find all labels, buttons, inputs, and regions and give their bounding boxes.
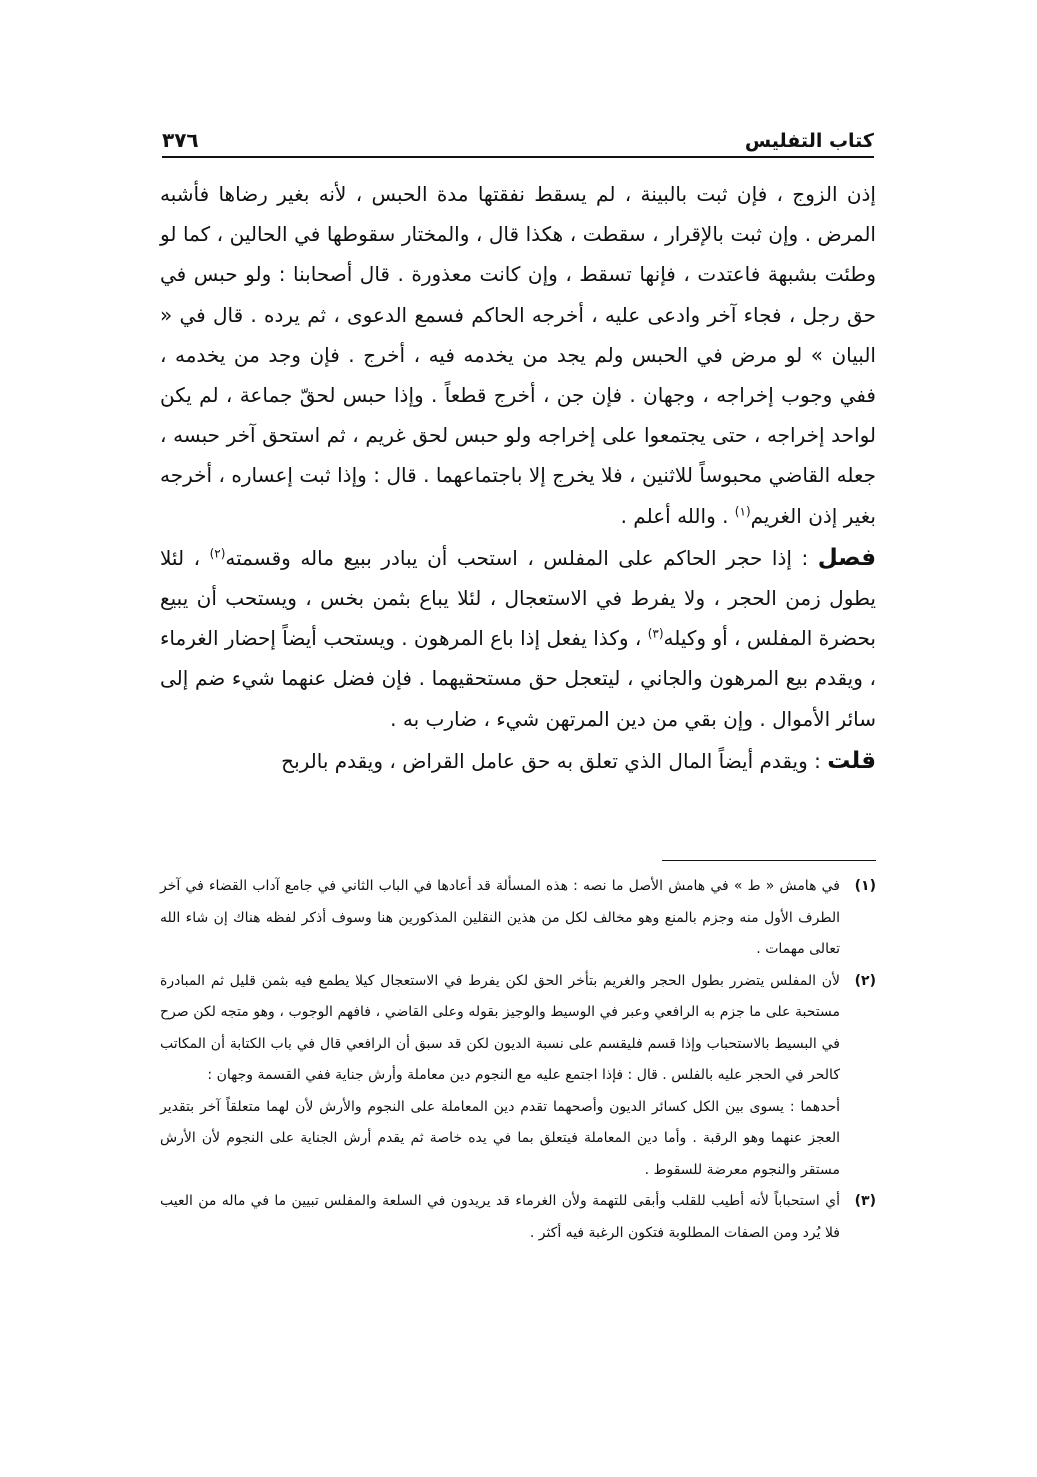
footnote-paragraph: لأن المفلس يتضرر بطول الحجر والغريم بتأخر الحق لكن يفرط في الاستعجال كيلا يطمع فيه بثمن قليل ثم المبادرة مستحبة على ما جزم به الرافعي وعبر في الوسيط والوجيز بقوله وعلى القاضي ، فافهم الوجوب ، وهو متجه لكن صرح في البسيط بالاستحباب وإذا قسم فليقسم على نسبة الديون لكن قد سبق أن الرافعي قال في باب الكتابة أن المكاتب كالحر في الحجر عليه بالفلس . قال : فإذا اجتمع عليه مع النجوم دين معاملة وأرش جناية ففي القسمة وجهان : — [160, 972, 840, 1083]
footnote-paragraph: في هامش « ط » في هامش الأصل ما نصه : هذه المسألة قد أعادها في الباب الثاني في جامع آداب القضاء في آخر الطرف الأول منه وجزم بالمنع وهو مخالف لكل من هذين النقلين المذكورين هنا وسوف أذكر لفظه هناك إن شاء الله تعالى مهمات . — [160, 878, 840, 957]
main-text — [160, 174, 876, 781]
paragraph-3-text: : ويقدم أيضاً المال الذي تعلق به حق عامل القراض ، ويقدم بالربح — [281, 748, 828, 773]
footnote-divider — [662, 860, 876, 861]
fasl-heading: فصل — [817, 544, 877, 571]
footnote-number: (٣) — [854, 1193, 876, 1209]
footnote — [160, 966, 876, 1187]
qult-heading: قلت — [827, 747, 876, 774]
paragraph-3 — [160, 741, 876, 781]
footnote-paragraph: أي استحباباً لأنه أطيب للقلب وأبقى للتهمة ولأن الغرماء قد يريدون في السلعة والمفلس تبيين ما في ماله من العيب فلا يُرد ومن الصفات المطلوبة فتكون الرغبة فيه أكثر . — [160, 1193, 840, 1241]
paragraph-1-end: . والله أعلم . — [620, 503, 735, 528]
footnote — [160, 871, 876, 966]
footnote-text — [160, 966, 840, 1187]
header-divider — [162, 156, 874, 158]
paragraph-2-text-c: ، وكذا يفعل إذا باع المرهون . ويستحب أيضاً إحضار الغرماء ، ويقدم بيع المرهون والجاني ، ليتعجل حق مستحقيهما . فإن فضل عنهما شيء ضم إلى سائر الأموال . وإن بقي من دين المرتهن شيء ، ضارب به . — [160, 626, 876, 731]
footnote-paragraph: أحدهما : يسوى بين الكل كسائر الديون وأصحهما تقدم دين المعاملة على النجوم والأرش لأن لهما متعلقاً آخر بتقدير العجز عنهما وهو الرقبة . وأما دين المعاملة فيتعلق بما في يده خاصة ثم يقدم أرش الجناية على النجوم لأن الأرش مستقر والنجوم معرضة للسقوط . — [160, 1098, 840, 1178]
footnotes — [160, 871, 876, 1249]
footnote-ref-3[interactable]: (٣) — [647, 626, 664, 641]
footnote-number: (٢) — [854, 972, 876, 989]
footnote-ref-1[interactable]: (١) — [734, 503, 751, 518]
paragraph-1-text: إذن الزوج ، فإن ثبت بالبينة ، لم يسقط نفقتها مدة الحبس ، لأنه بغير رضاها فأشبه المرض . وإن ثبت بالإقرار ، سقطت ، هكذا قال ، والمختار سقوطها في الحالين ، كما لو وطئت بشبهة فاعتدت ، فإنها تسقط ، وإن كانت معذورة . قال أصحابنا : ولو حبس في حق رجل ، فجاء آخر وادعى عليه ، أخرجه الحاكم فسمع الدعوى ، ثم يرده . قال في « البيان » لو مرض في الحبس ولم يجد من يخدمه فيه ، أخرج . فإن وجد من يخدمه ، ففي وجوب إخراجه ، وجهان . فإن جن ، أخرج قطعاً . وإذا حبس لحقّ جماعة ، لم يكن لواحد إخراجه ، حتى يجتمعوا على إخراجه ولو حبس لحق غريم ، ثم استحق آخر حبسه ، جعله القاضي محبوساً للاثنين ، فلا يخرج إلا باجتماعهما . قال : وإذا ثبت إعساره ، أخرجه بغير إذن الغريم — [160, 182, 876, 528]
footnote-number: (١) — [854, 878, 876, 894]
footnote-text — [160, 871, 840, 966]
running-title: كتاب التفليس — [744, 130, 874, 152]
paragraph-2-text-a: : إذا حجر الحاكم على المفلس ، استحب أن يبادر ببيع ماله وقسمته — [225, 545, 818, 570]
paragraph-2-text-b: ، لئلا يطول زمن الحجر ، ولا يفرط في الاستعجال ، لئلا يباع بثمن بخس ، ويستحب أن يبيع بحضرة المفلس ، أو وكيله — [160, 545, 876, 651]
page-header — [162, 118, 874, 152]
footnote-ref-2[interactable]: (٢) — [209, 546, 226, 561]
footnote — [160, 1186, 876, 1249]
page-number: ٣٧٦ — [162, 128, 199, 152]
footnote-text — [160, 1186, 840, 1249]
paragraph-1 — [160, 174, 876, 536]
paragraph-2 — [160, 538, 876, 739]
